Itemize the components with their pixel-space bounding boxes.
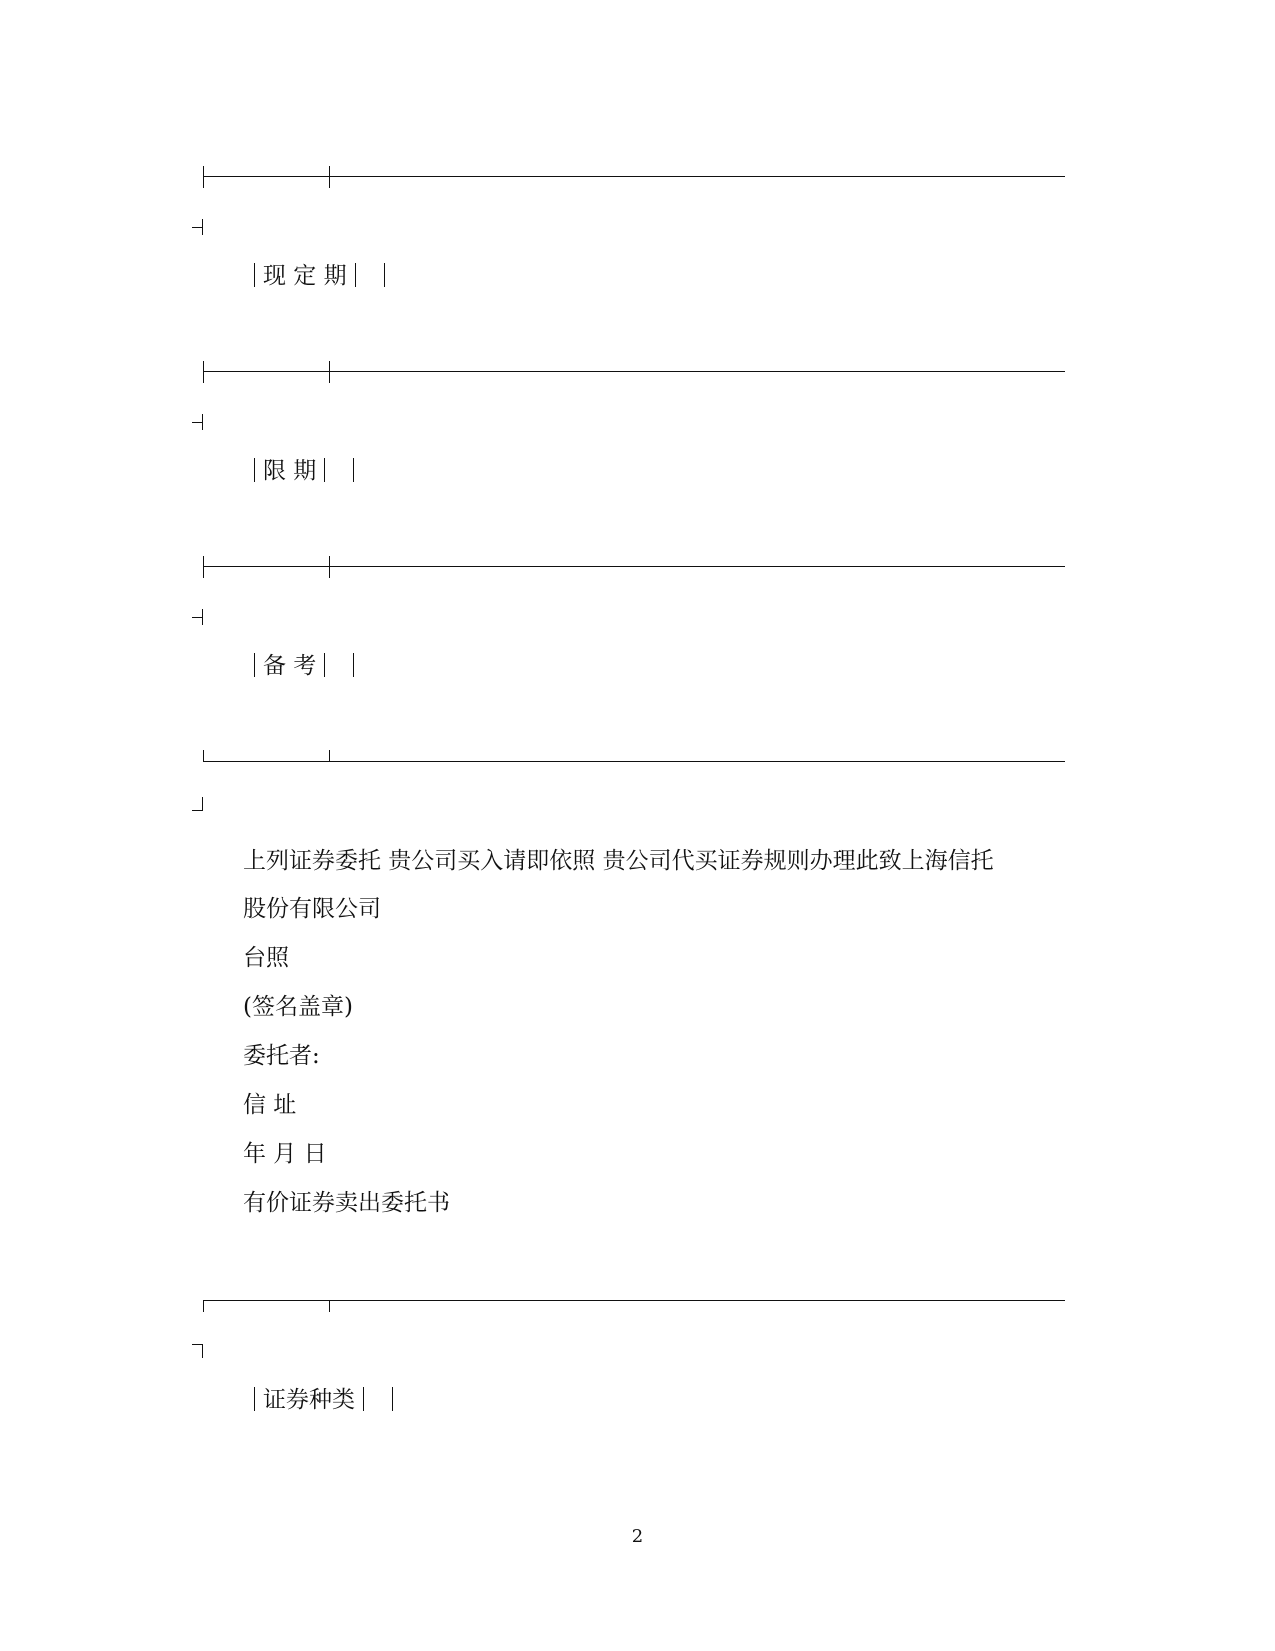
date-line: 年 月 日 — [243, 1141, 327, 1167]
table-rule-left-tick — [203, 556, 204, 578]
address-line: 信 址 — [243, 1092, 297, 1118]
cell-border — [254, 653, 255, 677]
cell-border — [353, 653, 354, 677]
cell-border — [384, 263, 385, 287]
table-rule-mid-tick — [329, 556, 330, 578]
table-rule-mid-tick — [329, 750, 330, 762]
table-rule-left-tick — [203, 361, 204, 383]
row-label: 备 考 — [263, 653, 317, 679]
paragraph-line: 上列证券委托 贵公司买入请即依照 贵公司代买证券规则办理此致上海信托 — [243, 848, 994, 874]
row-label: 限 期 — [263, 458, 317, 484]
table-rule — [203, 176, 1065, 177]
page-number: 2 — [631, 1526, 644, 1547]
table-rule-left-tick — [203, 750, 204, 762]
row-label: 现 定 期 — [263, 263, 347, 289]
table-rule-left-tick — [203, 166, 204, 188]
principal-line: 委托者: — [243, 1043, 320, 1069]
cell-border — [392, 1387, 393, 1411]
table-row-remarks — [254, 651, 354, 681]
table-rule-bottom — [203, 761, 1065, 762]
signature-line: (签名盖章) — [243, 994, 353, 1020]
cell-border — [324, 458, 325, 482]
table-row-deadline — [254, 456, 354, 486]
table-rule-mid-tick — [329, 1300, 330, 1312]
table-rule-left-tick — [203, 1300, 204, 1312]
table-rule-mid-tick — [329, 166, 330, 188]
cell-border — [363, 1387, 364, 1411]
cell-border — [324, 653, 325, 677]
table-rule — [203, 371, 1065, 372]
cell-border — [353, 458, 354, 482]
cell-border — [355, 263, 356, 287]
paragraph-line: 股份有限公司 — [243, 896, 381, 922]
taizhao-line: 台照 — [243, 945, 289, 971]
table-corner — [192, 1344, 203, 1358]
form-title: 有价证券卖出委托书 — [243, 1190, 450, 1216]
table-row-security-type — [254, 1385, 393, 1415]
cell-border — [254, 1387, 255, 1411]
table-corner — [192, 414, 203, 430]
table-rule-top — [203, 1300, 1065, 1301]
table-corner — [192, 219, 203, 235]
table-corner — [192, 797, 203, 811]
table-rule — [203, 566, 1065, 567]
row-label: 证券种类 — [263, 1387, 355, 1413]
table-corner — [192, 609, 203, 625]
table-rule-mid-tick — [329, 361, 330, 383]
cell-border — [254, 263, 255, 287]
table-row-fixed-term — [254, 261, 385, 291]
cell-border — [254, 458, 255, 482]
